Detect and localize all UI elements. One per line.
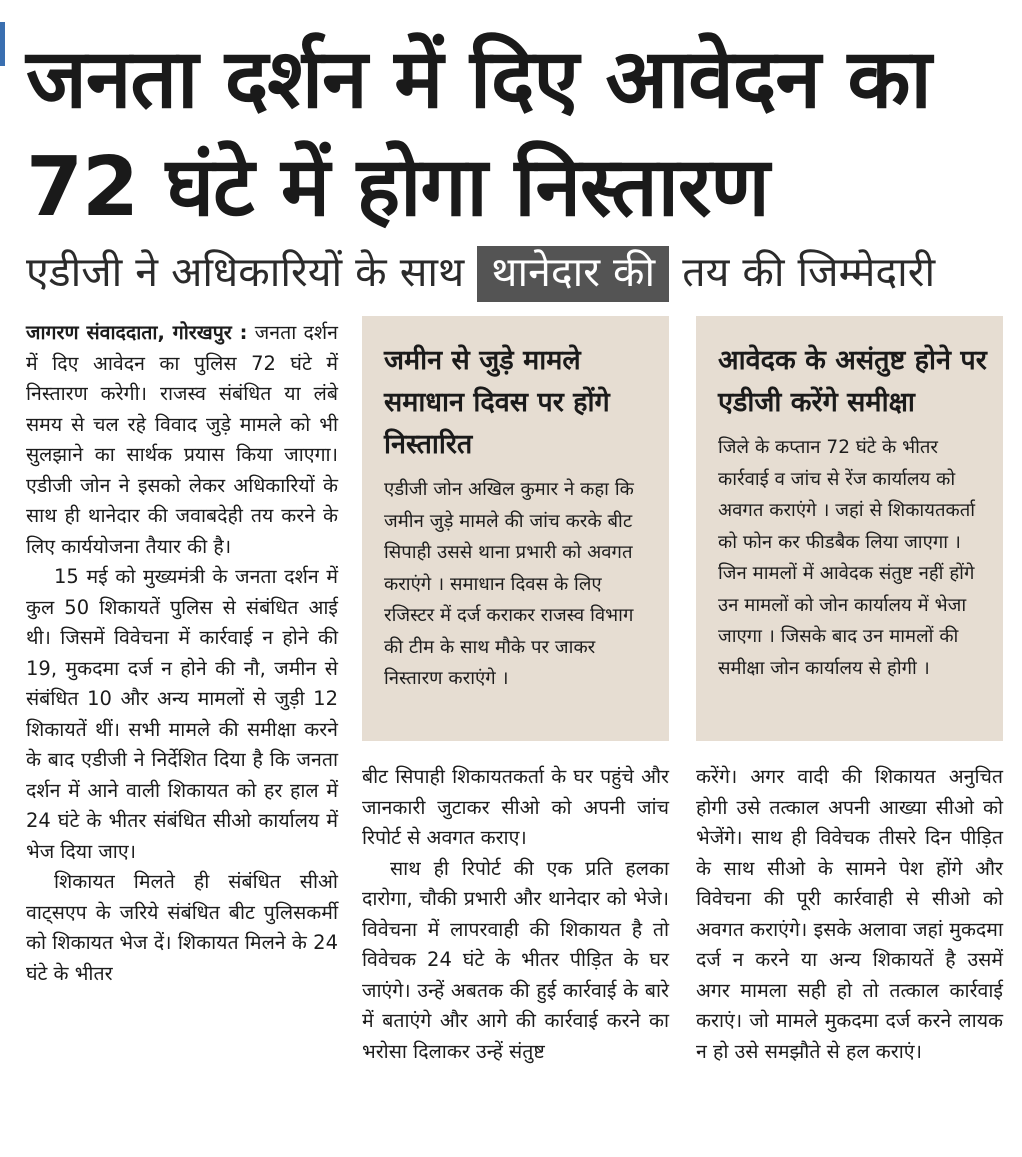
article-paragraph: [26, 318, 338, 562]
box-heading: आवेदक के असंतुष्ट होने पर एडीजी करेंगे समीक्षा: [718, 345, 987, 418]
article-column-2: [362, 762, 669, 1067]
paragraph-text: जनता दर्शन में दिए आवेदन का पुलिस 72 घंटे में निस्तारण करेगी। राजस्व संबंधित या लंबे समय से चल रहे विवाद जुड़े मामले को भी सुलझाने का सार्थक प्रयास किया जाएगा। एडीजी जोन ने इसको लेकर अधिकारियों के साथ ही थानेदार की जवाबदेही तय करने के लिए कार्ययोजना तैयार की है।: [26, 321, 338, 558]
page-edge-marker: [0, 22, 5, 66]
article-paragraph: करेंगे। अगर वादी की शिकायत अनुचित होगी उसे तत्काल अपनी आख्या सीओ को भेजेंगे। साथ ही विवेचक तीसरे दिन पीड़ित के साथ सीओ के सामने पेश होंगे और विवेचना की पूरी कार्रवाही से सीओ को अवगत कराएंगे। इसके अलावा जहां मुकदमा दर्ज न करने या अन्य शिकायतें है उसमें अगर मामला सही हो तो तत्काल कार्रवाई कराएं। जो मामले मुकदमा दर्ज करने लायक न हो उसे समझौते से हल कराएं।: [696, 765, 1003, 1063]
article-paragraph: साथ ही रिपोर्ट की एक प्रति हलका दारोगा, चौकी प्रभारी और थानेदार को भेजे। विवेचना में लापरवाही की शिकायत है तो विवेचक 24 घंटे के भीतर पीड़ित के घर जाएंगे। उन्हें अबतक की हुई कार्रवाई के बारे में बताएंगे और आगे की कार्रवाई करने का भरोसा दिलाकर उन्हें संतुष्ट: [362, 856, 669, 1063]
sidebar-box-review: [696, 316, 1003, 741]
box-body: एडीजी जोन अखिल कुमार ने कहा कि जमीन जुड़े मामले की जांच करके बीट सिपाही उससे थाना प्रभारी को अवगत कराएंगे । समाधान दिवस के लिए रजिस्टर में दर्ज कराकर राजस्व विभाग की टीम के साथ मौके पर जाकर निस्तारण कराएंगे ।: [384, 479, 634, 689]
subheadline-highlight: थानेदार की: [477, 246, 669, 302]
headline: जनता दर्शन में दिए आवेदन का 72 घंटे में होगा निस्तारण: [26, 32, 931, 235]
dateline: जागरण संवाददाता, गोरखपुर :: [26, 321, 248, 344]
subheadline-lead: एडीजी ने अधिकारियों के साथ: [26, 248, 465, 296]
article-paragraph: शिकायत मिलते ही संबंधित सीओ वाट्सएप के जरिये संबंधित बीट पुलिसकर्मी को शिकायत भेज दें। शिकायत मिलने के 24 घंटे के भीतर: [26, 870, 338, 985]
box-heading: जमीन से जुड़े मामले समाधान दिवस पर होंगे निस्तारित: [384, 345, 610, 460]
subheadline: [26, 240, 1016, 304]
article-paragraph: बीट सिपाही शिकायतकर्ता के घर पहुंचे और जानकारी जुटाकर सीओ को अपनी जांच रिपोर्ट से अवगत कराए।: [362, 765, 669, 849]
box-body: जिले के कप्तान 72 घंटे के भीतर कार्रवाई व जांच से रेंज कार्यालय को अवगत कराएंगे । जहां से शिकायतकर्ता को फोन कर फीडबैक लिया जाएगा । जिन मामलों में आवेदक संतुष्ट नहीं होंगे उन मामलों को जोन कार्यालय में भेजा जाएगा । जिसके बाद उन मामलों की समीक्षा जोन कार्यालय से होगी ।: [718, 437, 976, 679]
sidebar-box-land-cases: [362, 316, 669, 741]
article-column-1: [26, 318, 338, 989]
article-column-3: [696, 762, 1003, 1067]
article-paragraph: 15 मई को मुख्यमंत्री के जनता दर्शन में कुल 50 शिकायतें पुलिस से संबंधित आई थी। जिसमें विवेचना में कार्रवाई न होने की 19, मुकदमा दर्ज न होने की नौ, जमीन से संबंधित 10 और अन्य मामलों से जुड़ी 12 शिकायतें थीं। सभी मामले की समीक्षा करने के बाद एडीजी ने निर्देशित दिया है कि जनता दर्शन में आने वाली शिकायत को हर हाल में 24 घंटे के भीतर संबंधित सीओ कार्यालय में भेज दिया जाए।: [26, 565, 338, 863]
subheadline-tail: तय की जिम्मेदारी: [682, 248, 936, 296]
